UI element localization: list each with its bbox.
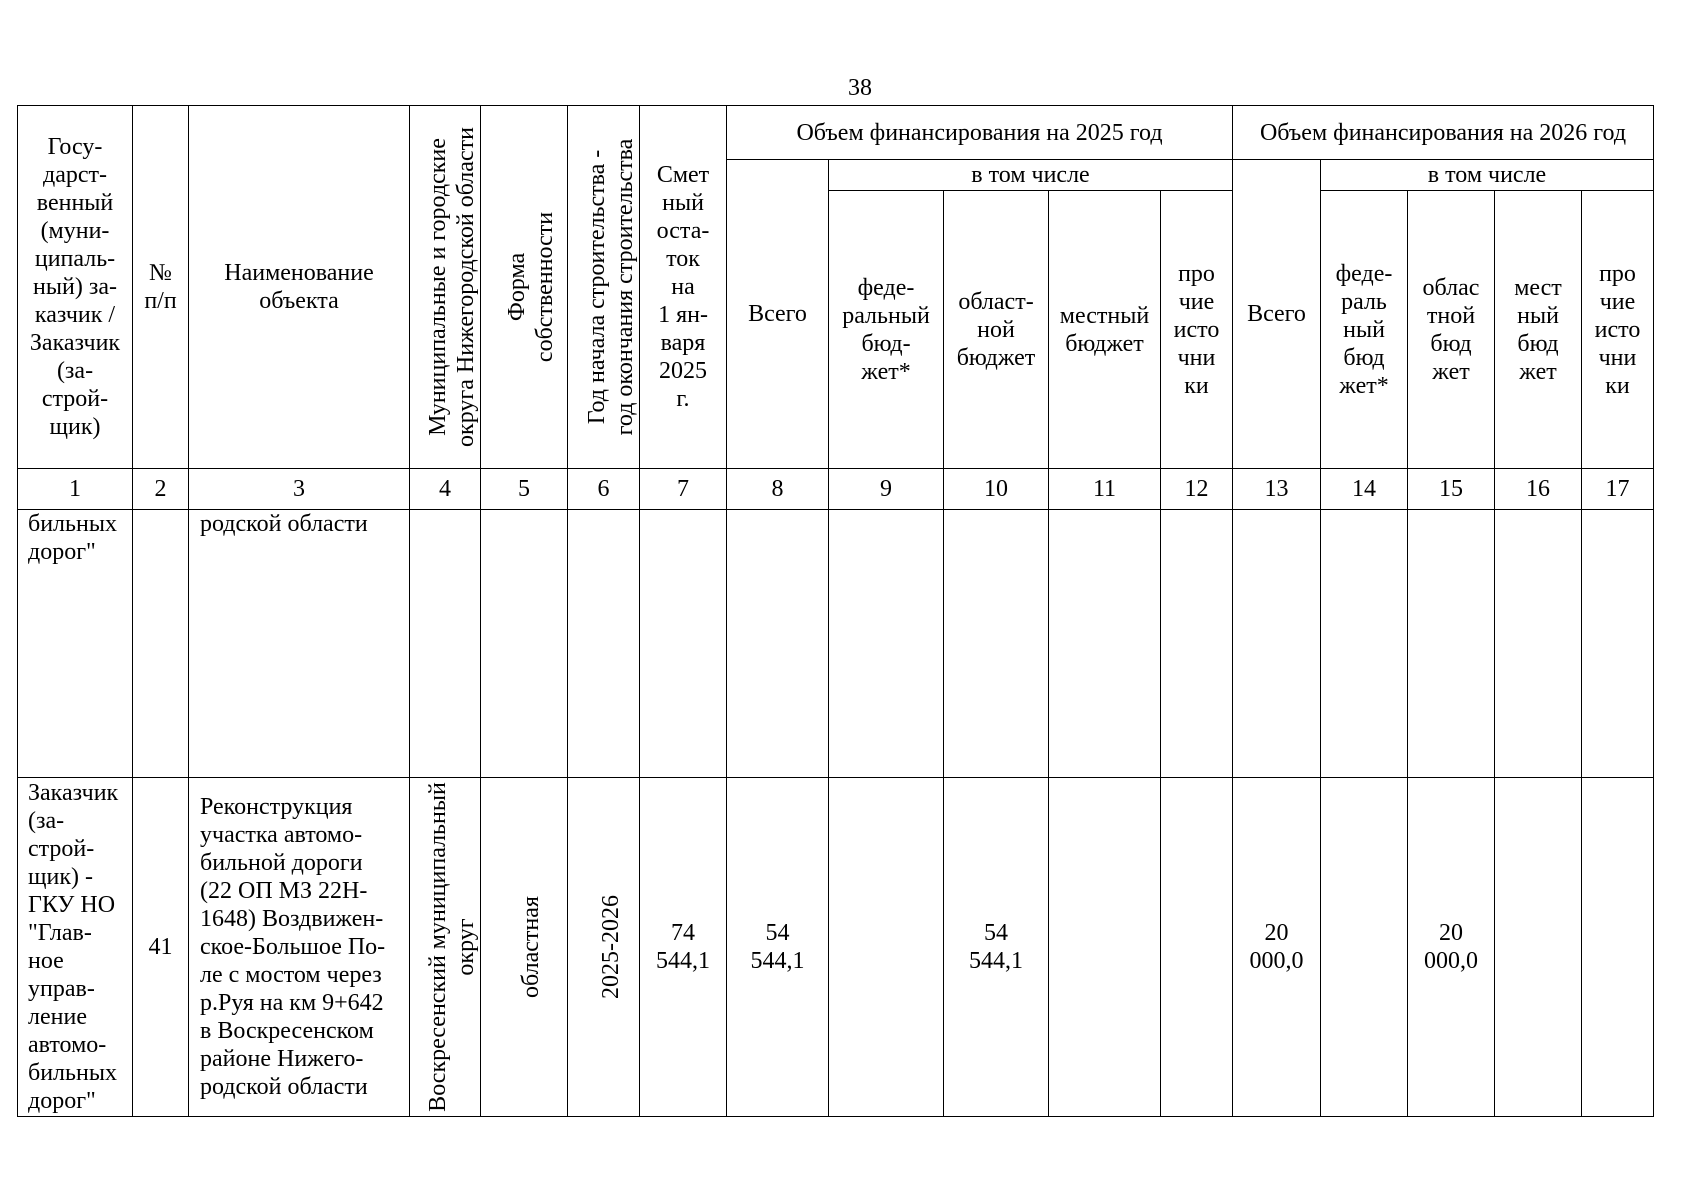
column-number: 13 [1233,469,1321,510]
column-number: 11 [1049,469,1161,510]
cell-2025-regional [944,778,1049,1117]
cell-2025-local [1049,510,1161,778]
header-funding-2025-title: Объем финансирования на 2025 год [727,106,1233,160]
cell-object-name: Реконструкция участка автомо- бильной дороги (22 ОП МЗ 22Н- 1648) Воздвижен- ское-Большое По- ле с мостом через р.Руя на км 9+642 в Воскресенском районе Нижего- родской области [189,778,410,1117]
cell-2025-federal [829,778,944,1117]
header-object-name: Наименование объекта [189,106,410,469]
rotated-text-box [570,107,637,467]
cell-2025-other [1161,778,1233,1117]
header-funding-2026-including: в том числе [1321,160,1654,191]
cell-2025-regional-value: 54 544,1 [969,920,1023,974]
cell-municipality [410,510,481,778]
header-number: № п/п [133,106,189,469]
column-number: 1 [18,469,133,510]
cell-2026-other [1582,510,1654,778]
cell-2026-federal [1321,510,1408,778]
cell-municipality-text: Воскресенский муниципальный округ [425,782,479,1112]
rotated-text-box [570,779,637,1115]
cell-2026-total [1233,778,1321,1117]
table-body [18,106,1654,1117]
header-funding-2025-total: Всего [727,160,829,469]
header-funding-2025-including: в том числе [829,160,1233,191]
cell-2026-total-value: 20 000,0 [1249,920,1304,974]
header-funding-2026-title: Объем финансирования на 2026 год [1233,106,1654,160]
cell-2026-regional [1408,510,1495,778]
column-number: 3 [189,469,410,510]
header-funding-2026-federal: феде- раль ный бюд жет* [1321,191,1408,469]
cell-construction-years [568,510,640,778]
header-funding-2026-total: Всего [1233,160,1321,469]
cell-estimated-balance [640,510,727,778]
cell-2026-regional-value: 20 000,0 [1424,920,1478,974]
column-number-row [18,469,1654,510]
column-number: 10 [944,469,1049,510]
cell-customer: Заказчик (за- строй- щик) - ГКУ НО "Глав- ное управ- ление автомо- бильных дорог" [18,778,133,1117]
cell-ownership [481,510,568,778]
column-number: 14 [1321,469,1408,510]
cell-2025-other [1161,510,1233,778]
column-number: 9 [829,469,944,510]
cell-construction-years-text: 2025-2026 [597,895,624,999]
cell-municipality [410,778,481,1117]
rotated-text-box [412,107,478,467]
column-number: 7 [640,469,727,510]
cell-2026-local [1495,778,1582,1117]
rotated-text-box [412,779,478,1115]
header-funding-2025-regional: област- ной бюджет [944,191,1049,469]
cell-2025-local [1049,778,1161,1117]
column-number: 8 [727,469,829,510]
cell-2026-total [1233,510,1321,778]
column-number: 6 [568,469,640,510]
cell-2025-regional [944,510,1049,778]
header-municipality [410,106,481,469]
column-number: 16 [1495,469,1582,510]
header-row [18,106,1654,160]
rotated-text-box [483,107,565,467]
header-municipality-text: Муниципальные и городские округа Нижегородской области [425,127,479,447]
cell-number: 41 [133,778,189,1117]
cell-2025-federal [829,510,944,778]
cell-2026-federal [1321,778,1408,1117]
cell-construction-years [568,778,640,1117]
cell-number [133,510,189,778]
column-number: 15 [1408,469,1495,510]
header-construction-years [568,106,640,469]
cell-2025-total [727,510,829,778]
cell-2026-other [1582,778,1654,1117]
cell-2026-regional [1408,778,1495,1117]
cell-2026-local [1495,510,1582,778]
header-ownership [481,106,568,469]
table-row [18,778,1654,1117]
column-number: 5 [481,469,568,510]
table-row [18,510,1654,778]
cell-estimated-balance-value: 74 544,1 [656,920,710,974]
cell-ownership [481,778,568,1117]
column-number: 12 [1161,469,1233,510]
cell-customer: бильных дорог" [18,510,133,778]
header-estimated-balance: Смет ный оста- ток на 1 ян- варя 2025 г. [640,106,727,469]
header-construction-years-text: Год начала строительства - год окончания строительства [583,138,638,436]
header-funding-2025-local: местный бюджет [1049,191,1161,469]
funding-table [17,105,1654,1117]
cell-ownership-text: областная [518,896,544,998]
cell-estimated-balance [640,778,727,1117]
column-number: 2 [133,469,189,510]
header-funding-2026-regional: облас тной бюд жет [1408,191,1495,469]
page-number: 38 [848,75,872,101]
header-funding-2026-other: про чие исто чни ки [1582,191,1654,469]
column-number: 17 [1582,469,1654,510]
cell-2025-total [727,778,829,1117]
rotated-text-box [483,779,565,1115]
header-funding-2026-local: мест ный бюд жет [1495,191,1582,469]
header-funding-2025-other: про чие исто чни ки [1161,191,1233,469]
header-funding-2025-federal: феде- ральный бюд- жет* [829,191,944,469]
cell-2025-total-value: 54 544,1 [750,920,805,974]
column-number: 4 [410,469,481,510]
header-customer: Госу- дарст- венный (муни- ципаль- ный) за- казчик / Заказчик (за- строй- щик) [18,106,133,469]
cell-object-name: родской области [189,510,410,778]
header-ownership-text: Форма собственности [504,211,558,363]
